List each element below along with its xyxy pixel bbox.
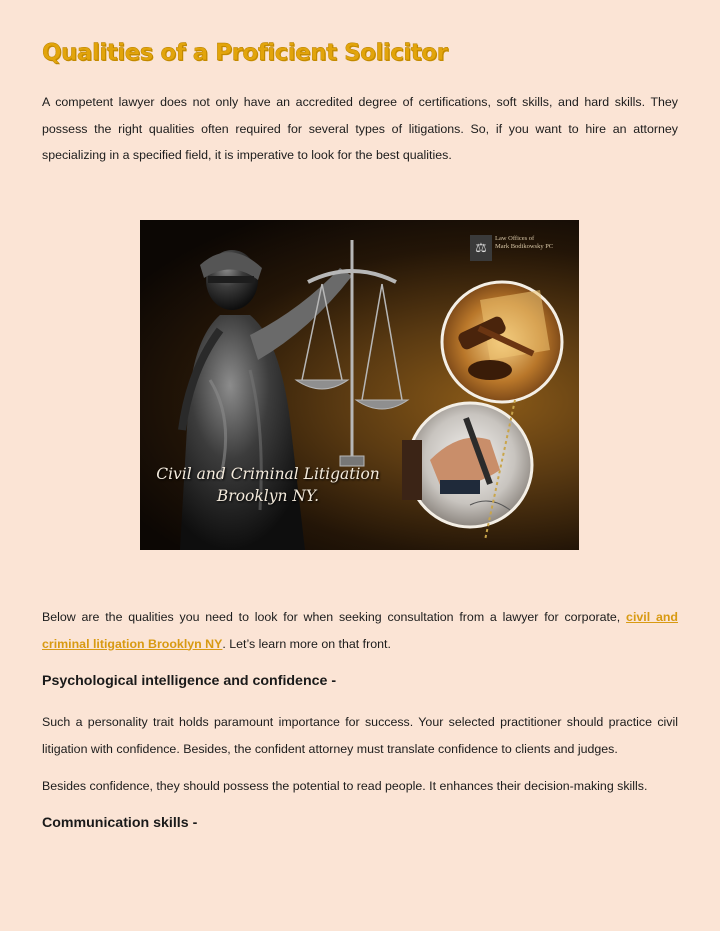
banner-caption: Civil and Criminal Litigation Brooklyn NY. <box>156 465 380 505</box>
litigation-link[interactable]: civil and criminal litigation Brooklyn NY <box>42 610 678 651</box>
consultation-paragraph: Below are the qualities you need to look for when seeking consultation from a lawyer for corporate, civil and criminal litigation Brooklyn NY. Let’s learn more on that front. <box>42 610 678 651</box>
intro-paragraph: A competent lawyer does not only have an accredited degree of certifications, soft skills, and hard skills. They possess the right qualities often required for several types of litigations. So, if you want to hire an attorney specializing in a specified field, it is imperative to look for the best qualities. <box>42 95 678 162</box>
pen-signing-photo-circle <box>402 403 532 527</box>
section-heading-psychological: Psychological intelligence and confidence - <box>42 673 337 689</box>
page-title: Qualities of a Proficient Solicitor <box>42 40 448 66</box>
litigation-banner-image <box>140 220 579 550</box>
scales-logo-icon: ⚖ <box>470 235 492 261</box>
section-heading-communication: Communication skills - <box>42 815 198 831</box>
gavel-photo-circle <box>442 282 562 402</box>
scales-of-justice <box>296 240 408 466</box>
confidence-paragraph: Such a personality trait holds paramount importance for success. Your selected practitioner should practice civil litigation with confidence. Besides, the confident attorney must translate confidence to clients and judges. <box>42 715 678 756</box>
law-office-logo-text: Law Offices of Mark Bodikowsky PC <box>495 235 554 250</box>
read-people-paragraph: Besides confidence, they should possess the potential to read people. It enhances their decision-making skills. <box>42 779 648 793</box>
